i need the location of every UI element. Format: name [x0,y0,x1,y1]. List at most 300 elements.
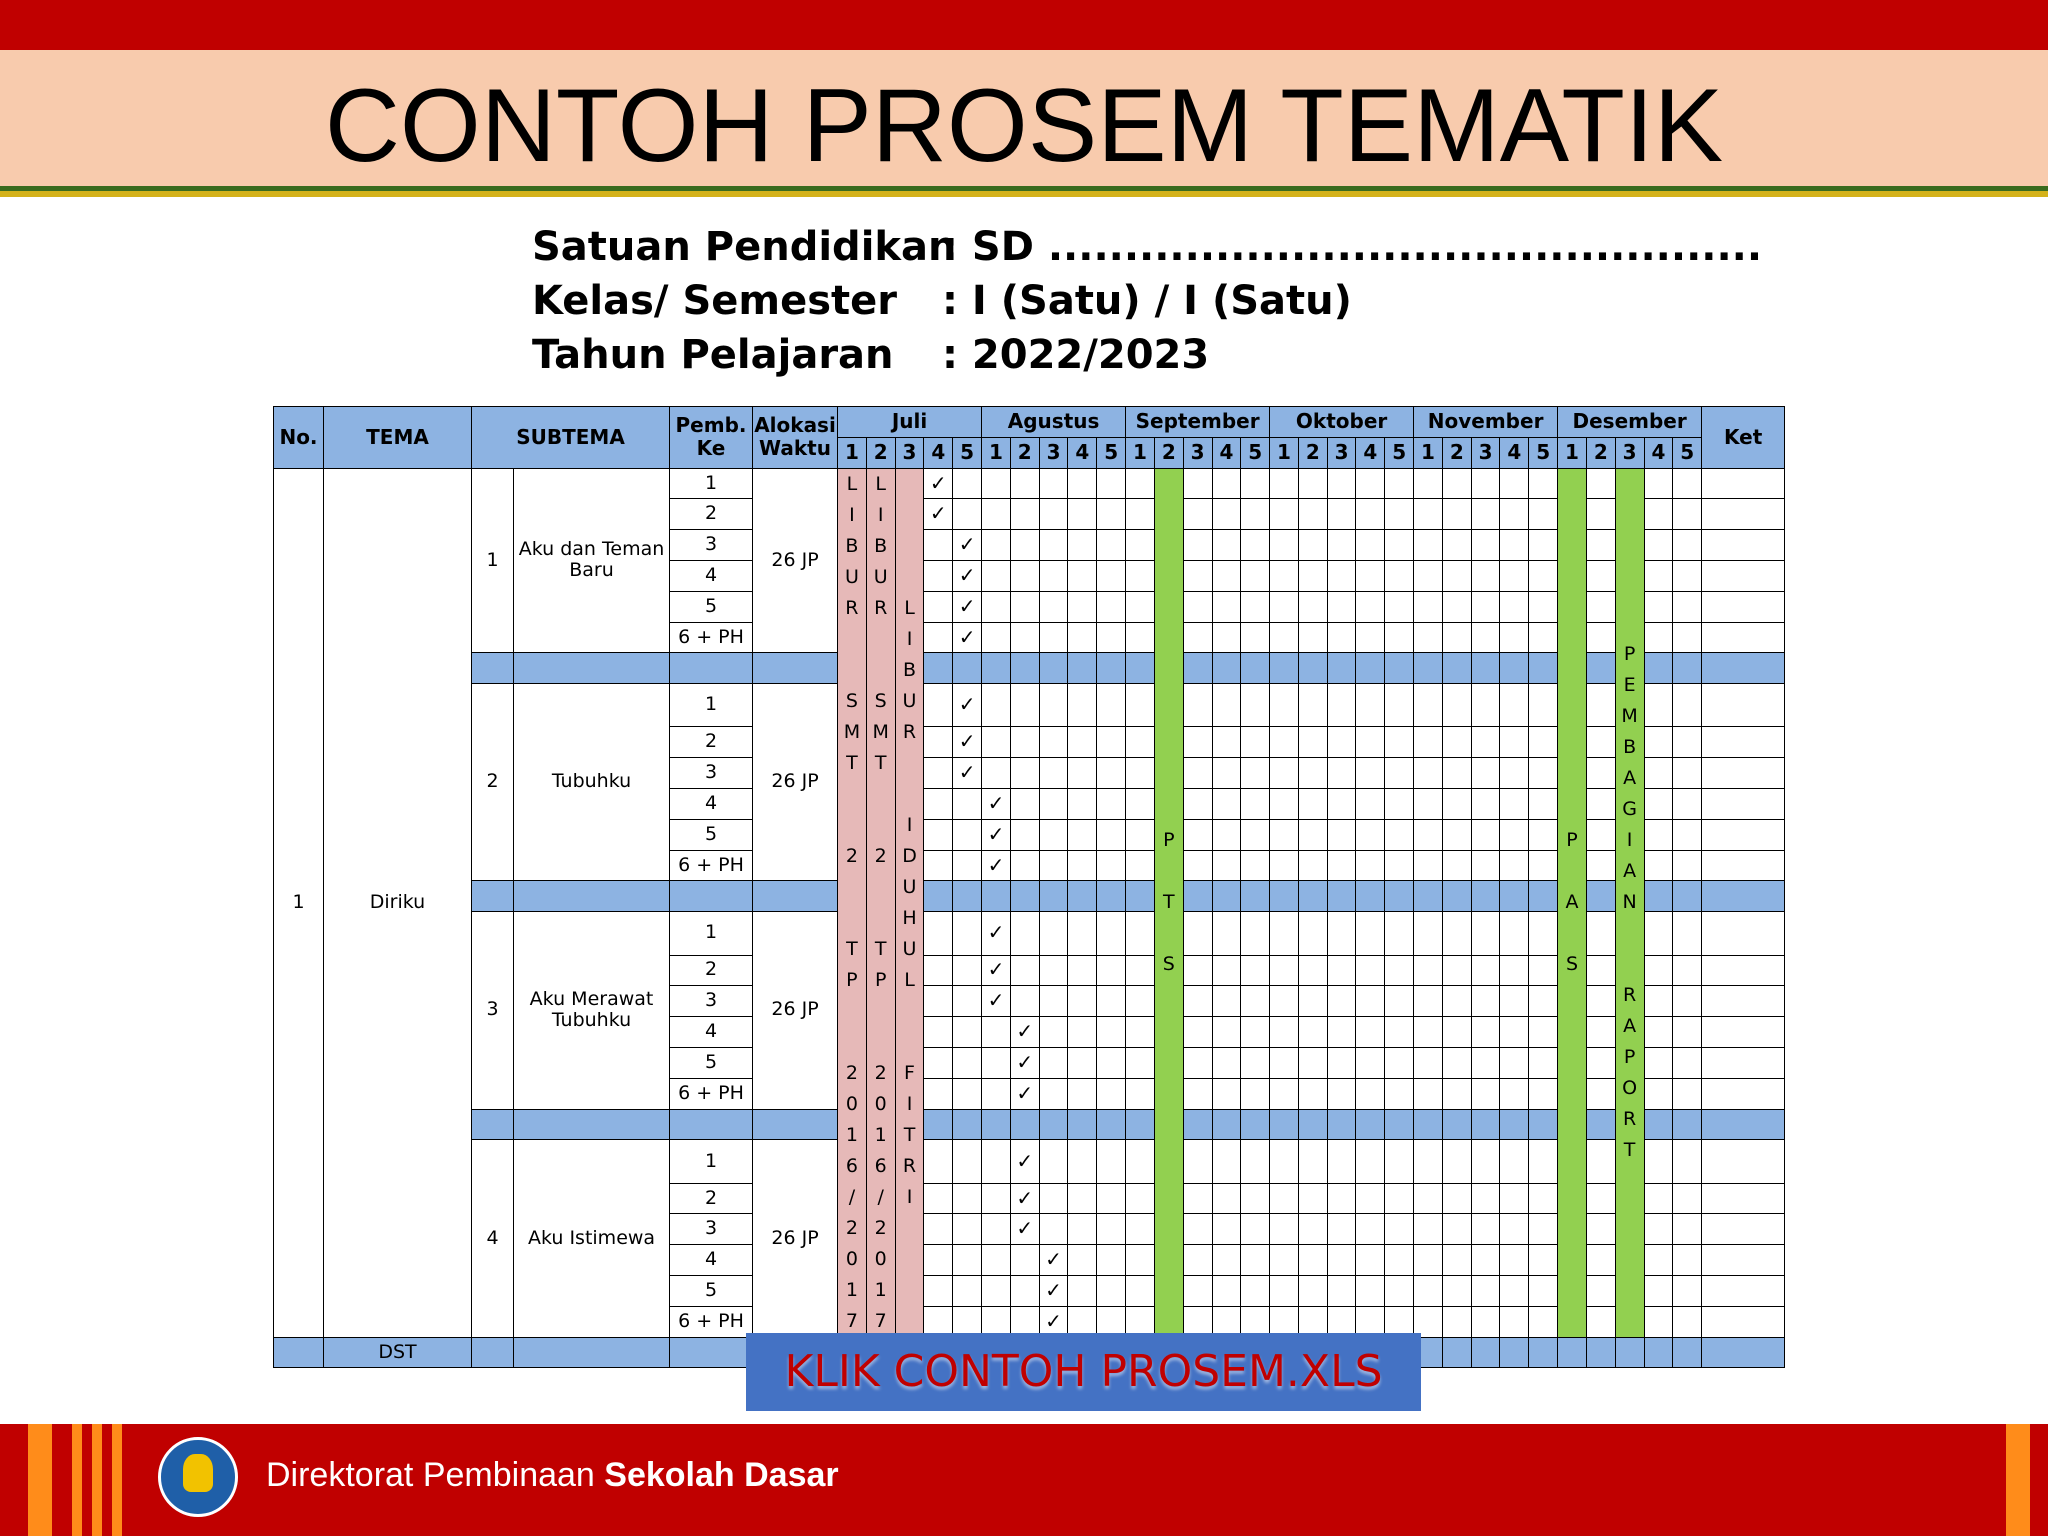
week-cell [1529,881,1558,912]
pemb-ke: 5 [670,1047,753,1078]
sep-cell [514,653,670,684]
week-cell [953,1214,982,1245]
week-cell [1644,1109,1673,1140]
week-cell [1039,789,1068,820]
ket-cell [1702,499,1785,530]
week-cell [1126,622,1155,653]
week-cell [1673,819,1702,850]
week-cell [1241,758,1270,789]
week-cell [924,1109,953,1140]
week-cell [1500,591,1529,622]
week-cell [1068,1047,1097,1078]
week-cell [924,1245,953,1276]
week-cell [1644,591,1673,622]
header-week: 1 [1558,437,1587,468]
week-cell [1183,881,1212,912]
week-cell [1298,653,1327,684]
week-cell [982,850,1011,881]
week-cell [1327,591,1356,622]
week-cell [1471,850,1500,881]
week-cell [1673,499,1702,530]
week-cell [1212,684,1241,727]
top-red-bar [0,0,2048,50]
week-cell [1327,1078,1356,1109]
week-cell [953,955,982,986]
week-cell [1471,727,1500,758]
pas-label: P A S [1565,829,1579,976]
week-cell [1356,1183,1385,1214]
week-cell [1270,819,1299,850]
week-cell [1010,1078,1039,1109]
header-week: 3 [895,437,924,468]
week-cell [1068,560,1097,591]
week-cell [1644,1276,1673,1307]
week-cell [1529,684,1558,727]
week-cell [1356,1140,1385,1183]
subtema-name: Aku dan Teman Baru [514,468,670,653]
week-cell [1442,468,1471,499]
week-cell [1068,653,1097,684]
week-cell [1673,789,1702,820]
week-cell [1039,986,1068,1017]
week-cell [1414,1047,1443,1078]
week-cell [1471,1276,1500,1307]
week-cell [1644,499,1673,530]
week-cell [1385,684,1414,727]
week-cell [1471,1017,1500,1048]
week-cell [1241,727,1270,758]
week-cell [953,1047,982,1078]
week-cell [1356,955,1385,986]
week-cell [953,912,982,955]
week-cell [1385,468,1414,499]
week-cell [1327,530,1356,561]
week-cell [1414,1214,1443,1245]
week-cell [1673,986,1702,1017]
alokasi-waktu: 26 JP [753,1140,838,1337]
pembagian-raport-label: P E M B A G I A N R A P O R T [1621,643,1638,1162]
header-month: September [1126,407,1270,438]
week-cell [1270,530,1299,561]
ket-cell [1702,1109,1785,1140]
week-cell [1097,1109,1126,1140]
week-cell [1414,499,1443,530]
week-cell [1673,1214,1702,1245]
week-cell [1586,1214,1615,1245]
week-cell [1442,1017,1471,1048]
week-cell [1471,1245,1500,1276]
week-cell [1212,850,1241,881]
sep-cell [670,1109,753,1140]
check-mark-icon: ✓ [987,988,1005,1013]
header-week: 3 [1183,437,1212,468]
header-month: Juli [838,407,982,438]
week-cell [1241,1017,1270,1048]
week-cell [953,560,982,591]
week-cell [1500,622,1529,653]
week-cell [1414,727,1443,758]
week-cell [982,1078,1011,1109]
link-contoh-prosem-button[interactable]: KLIK CONTOH PROSEM.XLS [746,1333,1421,1411]
week-cell [1442,819,1471,850]
ket-cell [1702,1276,1785,1307]
check-mark-icon: ✓ [929,470,947,495]
week-cell [1586,530,1615,561]
ket-cell [1702,468,1785,499]
week-cell [1039,1276,1068,1307]
pemb-ke: 3 [670,986,753,1017]
week-cell [1270,1140,1299,1183]
footer-text [266,1448,839,1502]
week-cell [1471,684,1500,727]
week-cell [1500,684,1529,727]
week-cell [1010,1140,1039,1183]
week-cell [1068,530,1097,561]
week-cell [1097,819,1126,850]
page-title: CONTOH PROSEM TEMATIK [324,68,1724,184]
week-cell [1327,622,1356,653]
week-cell [1356,1017,1385,1048]
week-cell [1673,560,1702,591]
check-mark-icon: ✓ [958,532,976,557]
week-cell [1183,530,1212,561]
week-cell [1586,591,1615,622]
alokasi-waktu: 26 JP [753,684,838,881]
week-cell [1385,1183,1414,1214]
week-cell [1039,1140,1068,1183]
week-cell [1414,1183,1443,1214]
week-cell [1270,1109,1299,1140]
week-cell [1126,1183,1155,1214]
week-cell [1241,1245,1270,1276]
week-cell [1414,684,1443,727]
week-cell [1212,955,1241,986]
week-cell [1442,560,1471,591]
footer-stripe [28,1424,52,1536]
week-cell [1529,653,1558,684]
week-cell [982,1183,1011,1214]
week-cell [1298,881,1327,912]
week-cell [1241,1078,1270,1109]
week-cell [1212,560,1241,591]
week-cell [1644,758,1673,789]
week-cell [1270,1017,1299,1048]
header-week: 5 [1529,437,1558,468]
week-cell [1644,1245,1673,1276]
ket-cell [1702,622,1785,653]
week-cell [953,1183,982,1214]
pemb-ke: 2 [670,1183,753,1214]
week-cell [1529,819,1558,850]
week-cell [1442,912,1471,955]
week-cell [1068,591,1097,622]
week-cell [1471,622,1500,653]
week-cell [1673,727,1702,758]
week-cell [1298,1276,1327,1307]
info-value: : 2022/2023 [942,332,1210,378]
info-block [532,220,1762,382]
week-cell [1529,986,1558,1017]
week-cell [1644,789,1673,820]
week-cell [1039,1078,1068,1109]
week-cell [1212,499,1241,530]
week-cell [982,1214,1011,1245]
week-cell [1586,1017,1615,1048]
week-cell [1241,1276,1270,1307]
ket-cell [1702,1245,1785,1276]
week-cell [953,881,982,912]
week-cell [1500,1276,1529,1307]
week-cell [1500,1140,1529,1183]
week-cell [1356,819,1385,850]
week-cell [953,530,982,561]
header-month: Desember [1558,407,1702,438]
libur-idul-fitri-label: L I B U R I D U H U L F I T R I [902,596,917,1208]
highlight-column [1615,468,1644,1337]
week-cell [1212,986,1241,1017]
week-cell [1039,653,1068,684]
week-cell [1270,1214,1299,1245]
week-cell [1442,1183,1471,1214]
table-header-row [274,407,1785,438]
week-cell [1586,684,1615,727]
week-cell [1673,530,1702,561]
week-cell [1500,727,1529,758]
week-cell [1586,1245,1615,1276]
sep-cell [472,1337,514,1368]
header-week: 5 [1097,437,1126,468]
week-cell [1327,1183,1356,1214]
week-cell [1529,1047,1558,1078]
week-cell [1529,560,1558,591]
week-cell [1039,727,1068,758]
header-tema: TEMA [324,407,472,469]
week-cell [1068,727,1097,758]
week-cell [1471,499,1500,530]
week-cell [1068,1245,1097,1276]
week-cell [1356,1078,1385,1109]
week-cell [1097,499,1126,530]
week-cell [1183,653,1212,684]
week-cell [1126,955,1155,986]
week-cell [1298,758,1327,789]
week-cell [1327,1140,1356,1183]
week-cell [1586,1276,1615,1307]
week-cell [924,622,953,653]
week-cell [1586,560,1615,591]
week-cell [1270,727,1299,758]
ket-cell [1702,789,1785,820]
pemb-ke: 4 [670,560,753,591]
week-cell [1673,1276,1702,1307]
sep-cell [472,1109,514,1140]
info-value: : I (Satu) / I (Satu) [942,278,1352,324]
week-cell [1385,881,1414,912]
week-cell [1471,1109,1500,1140]
check-mark-icon: ✓ [958,624,976,649]
header-week: 3 [1615,437,1644,468]
tema-number: 1 [274,468,324,1337]
week-cell [1500,1245,1529,1276]
header-ket: Ket [1702,407,1785,469]
week-cell [1586,1078,1615,1109]
week-cell [1126,591,1155,622]
week-cell [1327,850,1356,881]
week-cell [1356,1276,1385,1307]
header-week: 1 [1414,437,1443,468]
ket-cell [1702,912,1785,955]
week-cell [1327,912,1356,955]
week-cell [1644,819,1673,850]
ket-cell [1702,881,1785,912]
week-cell [982,468,1011,499]
week-cell [1529,1078,1558,1109]
week-cell [1039,499,1068,530]
week-cell [1327,727,1356,758]
sep-cell [753,881,838,912]
week-cell [1097,684,1126,727]
week-cell [924,986,953,1017]
week-cell [1644,1140,1673,1183]
week-cell [1586,1109,1615,1140]
week-cell [1529,591,1558,622]
pemb-ke: 5 [670,1276,753,1307]
alokasi-waktu: 26 JP [753,468,838,653]
libur-column [838,468,867,1337]
header-week: 4 [1068,437,1097,468]
week-cell [953,1276,982,1307]
week-cell [1500,530,1529,561]
header-no: No. [274,407,324,469]
week-cell [1673,591,1702,622]
header-week: 4 [1356,437,1385,468]
week-cell [1270,789,1299,820]
week-cell [1327,819,1356,850]
week-cell [1270,1276,1299,1307]
week-cell [1097,850,1126,881]
sep-cell [1702,1337,1785,1368]
week-cell [1068,468,1097,499]
week-cell [1442,727,1471,758]
week-cell [1327,789,1356,820]
week-cell [1039,819,1068,850]
week-cell [924,653,953,684]
week-cell [1673,1078,1702,1109]
week-cell [1097,789,1126,820]
week-cell [1586,653,1615,684]
week-cell [1126,560,1155,591]
sep-cell [274,1337,324,1368]
header-week: 4 [924,437,953,468]
week-cell [1097,1140,1126,1183]
week-cell [1644,622,1673,653]
week-cell [953,468,982,499]
pemb-ke: 1 [670,468,753,499]
week-cell [1586,881,1615,912]
libur-column [866,468,895,1337]
ket-cell [1702,653,1785,684]
week-cell [1586,468,1615,499]
ket-cell [1702,591,1785,622]
week-cell [924,560,953,591]
week-cell [1010,499,1039,530]
week-cell [1298,1047,1327,1078]
week-cell [1356,758,1385,789]
week-cell [1298,530,1327,561]
pemb-ke: 3 [670,530,753,561]
week-cell [1039,591,1068,622]
week-cell [1241,986,1270,1017]
sep-cell [472,881,514,912]
week-cell [1385,1245,1414,1276]
week-cell [1097,1214,1126,1245]
libur-smt-label: L I B U R S M T 2 T P 2 0 1 6 / 2 0 1 7 [872,472,889,1332]
week-cell [924,1183,953,1214]
week-cell [1500,955,1529,986]
week-cell [1385,789,1414,820]
ket-cell [1702,819,1785,850]
week-cell [1327,684,1356,727]
week-cell [1442,1245,1471,1276]
week-cell [1442,1140,1471,1183]
week-cell [1500,789,1529,820]
week-cell [1212,1245,1241,1276]
week-cell [1068,758,1097,789]
week-cell [1500,819,1529,850]
week-cell [953,1245,982,1276]
week-cell [1442,1276,1471,1307]
pts-label: P T S [1162,829,1175,976]
week-cell [1500,1047,1529,1078]
week-cell [1126,499,1155,530]
week-cell [1644,986,1673,1017]
week-cell [1529,1245,1558,1276]
week-cell [1298,684,1327,727]
week-cell [1327,560,1356,591]
week-cell [1356,1047,1385,1078]
ket-cell [1702,530,1785,561]
week-cell [1471,591,1500,622]
week-cell [1356,881,1385,912]
week-cell [1673,758,1702,789]
week-cell [1126,653,1155,684]
week-cell [1529,789,1558,820]
week-cell [1327,1047,1356,1078]
info-row-kelas [532,274,1762,328]
week-cell [1241,684,1270,727]
week-cell [1010,850,1039,881]
week-cell [1529,758,1558,789]
week-cell [1471,986,1500,1017]
week-cell [1241,499,1270,530]
header-week: 2 [1298,437,1327,468]
week-cell [1212,912,1241,955]
week-cell [1212,1047,1241,1078]
libur-column [895,468,924,1337]
week-cell [1471,1306,1500,1337]
week-cell [1644,1017,1673,1048]
week-cell [1327,468,1356,499]
week-cell [924,1078,953,1109]
week-cell [1471,758,1500,789]
week-cell [1183,622,1212,653]
info-label: Kelas/ Semester [532,278,897,324]
week-cell [1068,986,1097,1017]
header-week: 5 [953,437,982,468]
sep-cell [1615,1337,1644,1368]
week-cell [1673,881,1702,912]
week-cell [1097,1245,1126,1276]
